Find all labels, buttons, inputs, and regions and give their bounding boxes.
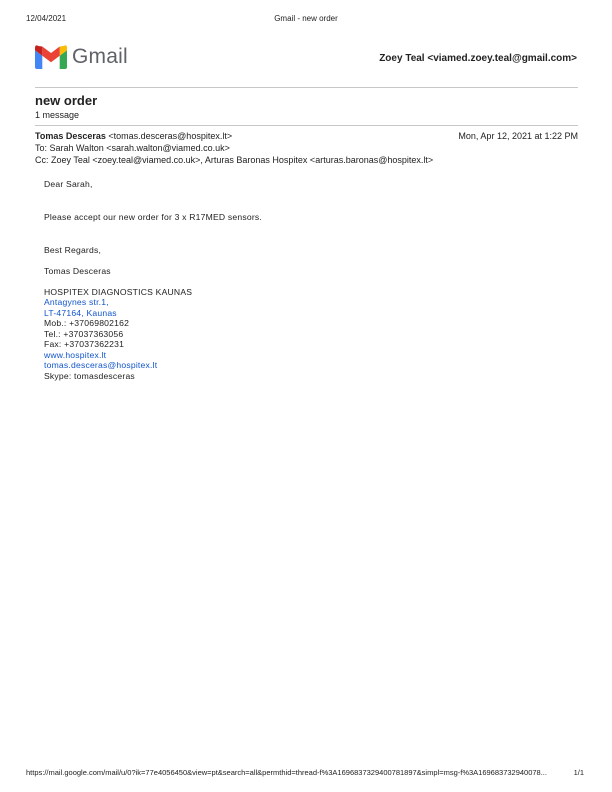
signature-website-link[interactable]: www.hospitex.lt [44, 350, 107, 360]
thread-subject: new order [35, 93, 98, 108]
sender-email: <tomas.desceras@hospitex.lt> [108, 131, 233, 141]
recipient-to: To: Sarah Walton <sarah.walton@viamed.co.uk> [35, 143, 230, 153]
page-number: 1/1 [573, 768, 584, 777]
sender-line [35, 131, 232, 141]
signature-email-link[interactable]: tomas.desceras@hospitex.lt [44, 360, 158, 370]
print-date: 12/04/2021 [26, 14, 67, 23]
sender-name: Tomas Desceras [35, 131, 106, 141]
signature-tel: Tel.: +37037363056 [44, 329, 124, 339]
signature-mobile: Mob.: +37069802162 [44, 318, 130, 328]
signature-company: HOSPITEX DIAGNOSTICS KAUNAS [44, 287, 193, 297]
greeting: Dear Sarah, [44, 179, 93, 189]
signature-name: Tomas Desceras [44, 266, 111, 276]
body-line: Please accept our new order for 3 x R17MED sensors. [44, 212, 262, 222]
message-divider [35, 125, 578, 126]
footer-url: https://mail.google.com/mail/u/0?ik=77e4056450&view=pt&search=all&permthid=thread-f%3A1696837329400781897&simpl=msg-f%3A169683732940078... [26, 768, 547, 777]
print-title: Gmail - new order [274, 14, 338, 23]
header-divider [35, 87, 578, 88]
signature-fax: Fax: +37037362231 [44, 339, 125, 349]
gmail-wordmark: Gmail [72, 45, 128, 68]
message-count: 1 message [35, 110, 80, 120]
signature-skype: Skype: tomasdesceras [44, 371, 135, 381]
closing: Best Regards, [44, 245, 102, 255]
recipient-cc: Cc: Zoey Teal <zoey.teal@viamed.co.uk>, Arturas Baronas Hospitex <arturas.baronas@hospitex.lt> [35, 155, 434, 165]
signature-city-link[interactable]: LT-47164, Kaunas [44, 308, 117, 318]
message-date: Mon, Apr 12, 2021 at 1:22 PM [458, 131, 578, 141]
signature-street-link[interactable]: Antagynes str.1, [44, 297, 109, 307]
account-label: Zoey Teal <viamed.zoey.teal@gmail.com> [379, 53, 577, 64]
gmail-m-icon [35, 45, 67, 69]
gmail-logo[interactable] [35, 44, 135, 70]
